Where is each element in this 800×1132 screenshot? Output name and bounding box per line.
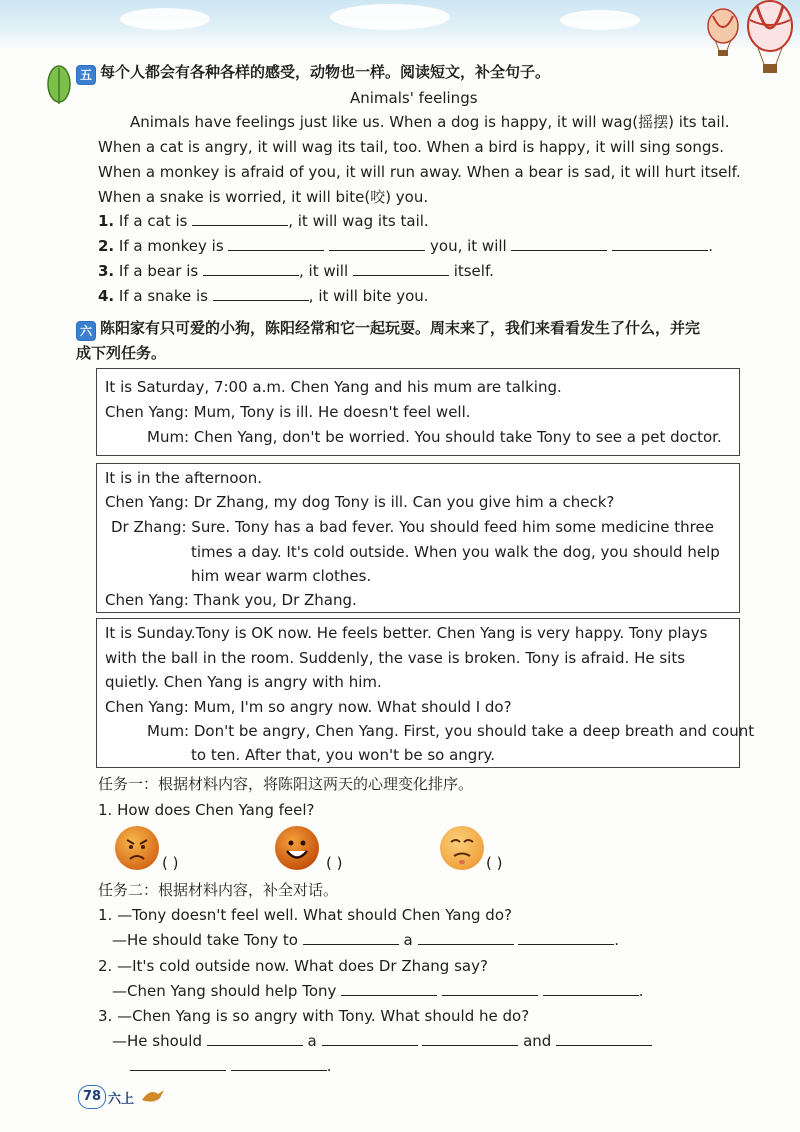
page-number: 78 xyxy=(78,1085,106,1109)
section-6-badge: 六 xyxy=(76,321,96,341)
answer-paren[interactable]: ( ) xyxy=(162,854,179,872)
grade-label: 六上 xyxy=(108,1092,135,1107)
answer-blank[interactable] xyxy=(511,236,607,251)
task-1-question: 1. How does Chen Yang feel? xyxy=(98,801,315,819)
answer-blank[interactable] xyxy=(130,1056,226,1071)
answer-blank[interactable] xyxy=(192,211,288,226)
passage-line: When a monkey is afraid of you, it will run away. When a bear is sad, it will hurt itself. xyxy=(98,163,741,181)
answer-blank[interactable] xyxy=(442,981,538,996)
section-5-instruction: 五 每个人都会有各种各样的感受，动物也一样。阅读短文，补全句子。 xyxy=(76,62,550,85)
section-6-instruction: 六 陈阳家有只可爱的小狗，陈阳经常和它一起玩耍。周末来了，我们来看看发生了什么，并完 xyxy=(76,318,700,341)
section-5-badge: 五 xyxy=(76,65,96,85)
angry-face-icon xyxy=(115,826,159,870)
answer-blank[interactable] xyxy=(422,1031,518,1046)
cloud-decoration xyxy=(120,8,210,30)
section-6-instruction-cont: 成下列任务。 xyxy=(76,344,167,362)
answer-blank[interactable] xyxy=(231,1056,327,1071)
answer-blank[interactable] xyxy=(418,930,514,945)
task-2-answer-2: —Chen Yang should help Tony . xyxy=(112,982,644,1000)
dialogue-box-afternoon: It is in the afternoon. Chen Yang: Dr Zhang, my dog Tony is ill. Can you give him a check? Dr Zhang: Sure. Tony has a bad fever. You should feed him some medicine three times a day. It's cold outside. When you walk the dog, you should help him wear warm clothes. Chen Yang: Thank you, Dr Zhang. xyxy=(96,463,740,613)
happy-face-icon xyxy=(275,826,319,870)
answer-blank[interactable] xyxy=(207,1031,303,1046)
answer-blank[interactable] xyxy=(353,261,449,276)
task-2-answer-1: —He should take Tony to a . xyxy=(112,931,620,949)
bird-icon xyxy=(140,1084,166,1106)
cloud-decoration xyxy=(330,4,450,30)
answer-blank[interactable] xyxy=(612,236,708,251)
dialogue-box-saturday-morning: It is Saturday, 7:00 a.m. Chen Yang and his mum are talking. Chen Yang: Mum, Tony is ill. He doesn't feel well. Mum: Chen Yang, don't be worried. You should take Tony to see a pet doctor. xyxy=(96,368,740,456)
question-3: 3. If a bear is , it will itself. xyxy=(98,262,494,280)
task-2-question-3: 3. —Chen Yang is so angry with Tony. What should he do? xyxy=(98,1007,530,1025)
answer-blank[interactable] xyxy=(213,286,309,301)
answer-blank[interactable] xyxy=(341,981,437,996)
task-2-question-2: 2. —It's cold outside now. What does Dr Zhang say? xyxy=(98,957,488,975)
worried-face-icon xyxy=(440,826,484,870)
answer-blank[interactable] xyxy=(556,1031,652,1046)
answer-blank[interactable] xyxy=(329,236,425,251)
task-2-answer-3-cont: . xyxy=(130,1056,332,1076)
answer-blank[interactable] xyxy=(518,930,614,945)
task-2-title: 任务二：根据材料内容，补全对话。 xyxy=(98,881,339,899)
answer-blank[interactable] xyxy=(203,261,299,276)
passage-line: When a snake is worried, it will bite(咬) you. xyxy=(98,188,429,206)
answer-blank[interactable] xyxy=(543,981,639,996)
passage-line: When a cat is angry, it will wag its tail, too. When a bird is happy, it will sing songs. xyxy=(98,138,724,156)
answer-blank[interactable] xyxy=(322,1031,418,1046)
task-2-question-1: 1. —Tony doesn't feel well. What should Chen Yang do? xyxy=(98,906,512,924)
hot-air-balloon-icon xyxy=(705,8,741,58)
leaf-decoration-icon xyxy=(44,62,74,108)
passage-line: Animals have feelings just like us. When a dog is happy, it will wag(摇摆) its tail. xyxy=(130,113,730,131)
cloud-decoration xyxy=(560,10,640,30)
question-1: 1. If a cat is , it will wag its tail. xyxy=(98,212,429,230)
question-4: 4. If a snake is , it will bite you. xyxy=(98,287,429,305)
task-2-answer-3: —He should a and xyxy=(112,1031,652,1051)
answer-paren[interactable]: ( ) xyxy=(326,854,343,872)
dialogue-box-sunday: It is Sunday.Tony is OK now. He feels better. Chen Yang is very happy. Tony plays with the ball in the room. Suddenly, the vase is broken. Tony is afraid. He sits quietly. Chen Yang is angry with him. Chen Yang: Mum, I'm so angry now. What should I do? Mum: Don't be angry, Chen Yang. First, you should take a deep breath and count to ten. After that, you won't be so angry. xyxy=(96,618,740,768)
answer-paren[interactable]: ( ) xyxy=(486,854,503,872)
answer-blank[interactable] xyxy=(228,236,324,251)
answer-blank[interactable] xyxy=(303,930,399,945)
hot-air-balloon-icon xyxy=(745,0,795,78)
question-2: 2. If a monkey is you, it will . xyxy=(98,237,714,255)
task-1-title: 任务一：根据材料内容，将陈阳这两天的心理变化排序。 xyxy=(98,775,474,793)
passage-title: Animals' feelings xyxy=(350,89,478,107)
